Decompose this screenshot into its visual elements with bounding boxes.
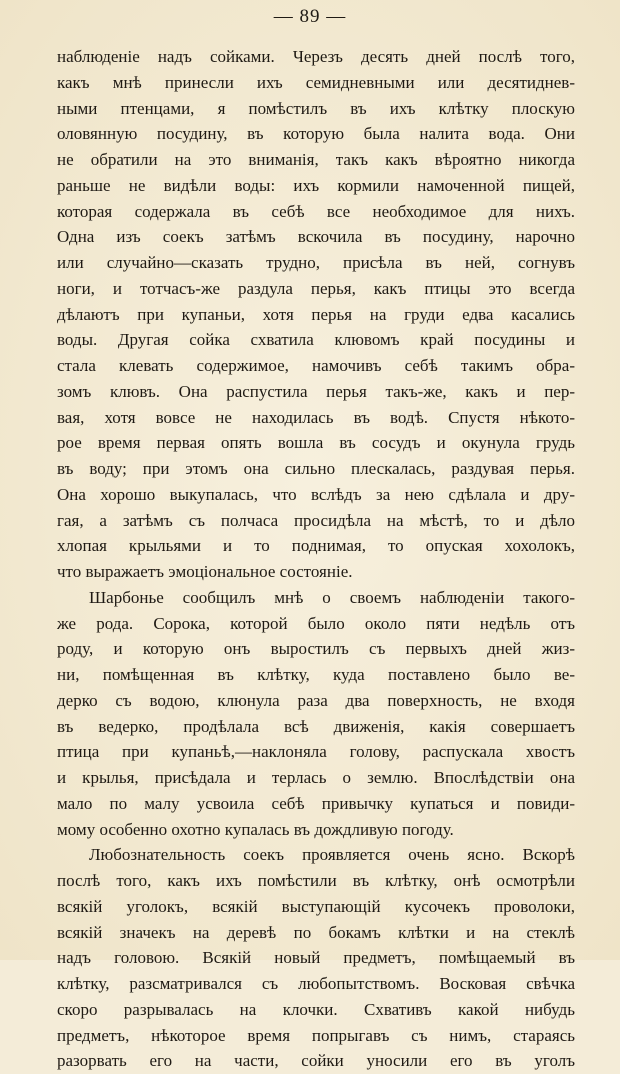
text-line: гая, а затѣмъ съ полчаса просидѣла на мѣстѣ, то и дѣло <box>57 510 575 530</box>
text-line: рое время первая опять вошла въ сосудъ и окунула грудь <box>57 433 575 453</box>
text-line: не обратили на это вниманія, такъ какъ вѣроятно никогда <box>57 150 575 169</box>
text-line: ни, помѣщенная въ клѣтку, куда поставлено было ве- <box>57 665 575 684</box>
body-text <box>57 44 575 1074</box>
text-line: ноги, и тотчасъ-же раздула перья, какъ птицы это всегда <box>57 278 575 298</box>
text-line: скоро разрывалась на клочки. Схвативъ какой нибудь <box>57 999 575 1019</box>
text-line: воды. Другая сойка схватила клювомъ край посудины и <box>57 330 575 350</box>
text-line: Любознательность соекъ проявляется очень ясно. Вскорѣ <box>89 845 575 865</box>
text-line: въ воду; при этомъ она сильно плескалась, раздувая перья. <box>57 459 575 478</box>
text-line: Шарбонье сообщилъ мнѣ о своемъ наблюденіи такого- <box>89 587 575 607</box>
text-line: всякій значекъ на деревѣ по бокамъ клѣтки и на стеклѣ <box>57 922 575 942</box>
text-line: или случайно—сказать трудно, присѣла въ ней, согнувъ <box>57 253 575 272</box>
page-number: — 89 — <box>273 6 347 27</box>
text-line: которая содержала въ себѣ все необходимое для нихъ. <box>57 201 575 221</box>
text-line: мому особенно охотно купалась въ дождливую погоду. <box>57 819 454 839</box>
text-line: вая, хотя вовсе не находилась въ водѣ. Спустя нѣкото- <box>57 407 575 427</box>
text-line: и крылья, присѣдала и терлась о землю. Впослѣдствіи она <box>57 768 575 787</box>
text-line: что выражаетъ эмоціональное состояніе. <box>57 562 353 581</box>
text-line: какъ мнѣ принесли ихъ семидневными или десятиднев- <box>57 72 575 92</box>
text-line: надъ головою. Всякій новый предметъ, помѣщаемый въ <box>57 948 575 968</box>
text-line: клѣтку, разсматривался съ любопытствомъ. Восковая свѣчка <box>57 974 575 993</box>
text-line: въ ведерко, продѣлала всѣ движенія, какія совершаетъ <box>57 716 575 736</box>
text-line: послѣ того, какъ ихъ помѣстили въ клѣтку, онѣ осмотрѣли <box>57 871 575 890</box>
paragraph <box>57 585 575 843</box>
text-line: оловянную посудину, въ которую была налита вода. Они <box>57 124 575 144</box>
text-line: Одна изъ соекъ затѣмъ вскочила въ посудину, нарочно <box>57 227 575 247</box>
text-line: Она хорошо выкупалась, что вслѣдъ за нею сдѣлала и дру- <box>57 484 575 504</box>
paragraph <box>57 44 575 585</box>
text-line: хлопая крыльями и то поднимая, то опуская хохолокъ, <box>57 536 575 556</box>
text-line: разорвать его на части, сойки уносили его въ уголъ <box>57 1051 575 1071</box>
text-line: дерко съ водою, клюнула раза два поверхность, не входя <box>57 690 575 710</box>
text-line: всякій уголокъ, всякій выступающій кусочекъ проволоки, <box>57 896 575 916</box>
text-line: раньше не видѣли воды: ихъ кормили намоченной пищей, <box>57 175 575 195</box>
text-line: ными птенцами, я помѣстилъ въ ихъ клѣтку плоскую <box>57 98 575 118</box>
text-line: дѣлаютъ при купаньи, хотя перья на груди едва касались <box>57 304 575 324</box>
text-line: же рода. Сорока, которой было около пяти недѣль отъ <box>57 613 575 633</box>
text-line: мало по малу усвоила себѣ привычку купаться и повиди- <box>57 793 575 813</box>
text-line: роду, и которую онъ выростилъ съ первыхъ дней жиз- <box>57 639 575 659</box>
paragraph <box>57 842 575 1074</box>
text-line: стала клевать содержимое, намочивъ себѣ такимъ обра- <box>57 356 575 375</box>
text-line: предметъ, нѣкоторое время попрыгавъ съ нимъ, стараясь <box>57 1025 575 1045</box>
text-line: птица при купаньѣ,—наклоняла голову, распускала хвостъ <box>57 742 575 762</box>
text-line: наблюденіе надъ сойками. Черезъ десять дней послѣ того, <box>57 47 575 66</box>
text-line: зомъ клювъ. Она распустила перья такъ-же, какъ и пер- <box>57 381 575 401</box>
